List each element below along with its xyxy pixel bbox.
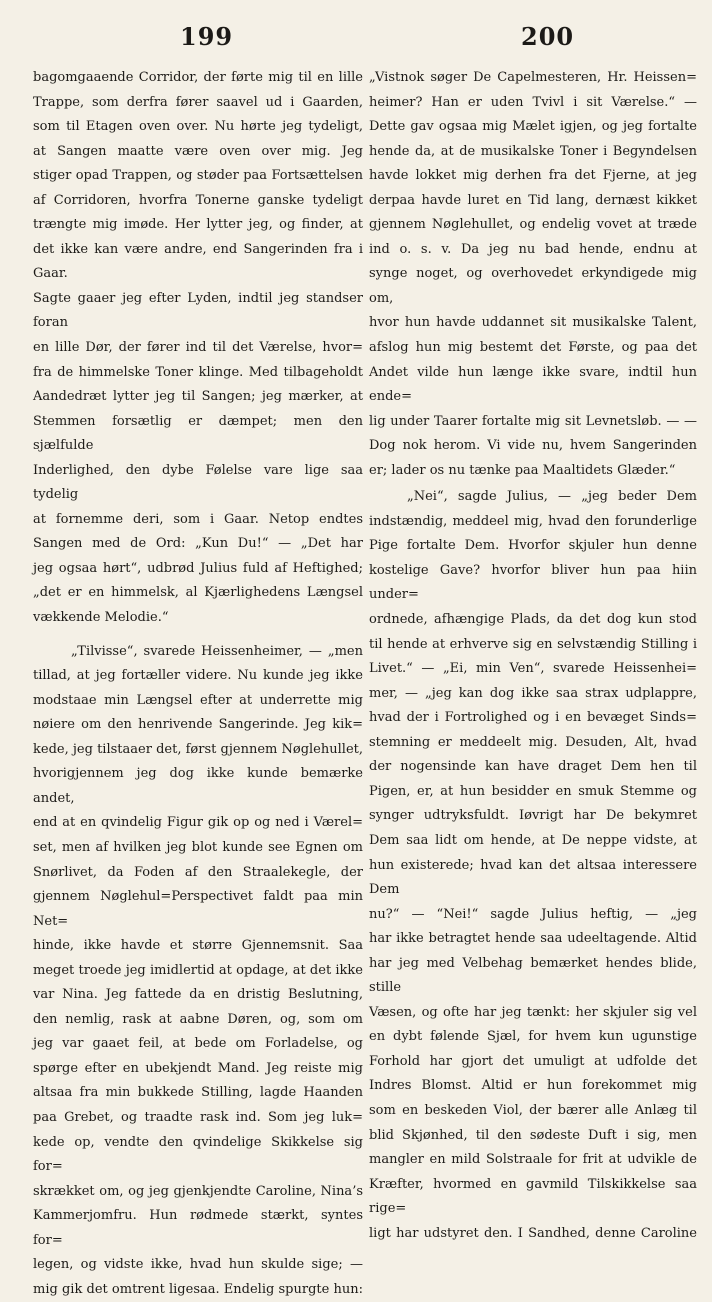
text-line: af Corridoren, hvorfra Tonerne ganske tydeligt (33, 192, 363, 208)
text-line: er; lader os nu tænke paa Maaltidets Glæder.“ (369, 462, 676, 478)
text-line: spørge efter en ubekjendt Mand. Jeg reiste mig (33, 1060, 363, 1076)
text-line: mangler en mild Solstraale for frit at udvikle de (369, 1152, 697, 1168)
text-line: afslog hun mig bestemt det Første, og paa det (369, 340, 697, 356)
text-line: gjennem Nøglehul=Perspectivet faldt paa min Net= (33, 889, 363, 929)
text-line: kede, jeg tilstaaer det, først gjennem Nøglehullet, (33, 741, 363, 757)
text-line: hende da, at de musikalske Toner i Begyndelsen (369, 143, 697, 159)
text-line: synge noget, og overhovedet erkyndigede mig om, (369, 266, 697, 306)
text-line: „Vistnok søger De Capelmesteren, Hr. Heissen= (369, 70, 697, 85)
text-line: nøiere om den henrivende Sangerinde. Jeg kik= (33, 717, 363, 733)
text-line: havde lokket mig derhen fra det Fjerne, at jeg (369, 168, 697, 184)
text-line: kede op, vendte den qvindelige Skikkelse sig for= (33, 1134, 363, 1175)
text-line: Kammerjomfru. Hun rødmede stærkt, syntes for= (33, 1208, 363, 1248)
text-line: det ikke kan være andre, end Sangerinden fra i Gaar. (33, 241, 363, 282)
text-line: Sangen med de Ord: „Kun Du!“ — „Det har (33, 536, 363, 552)
text-line: Aandedræt lytter jeg til Sangen; jeg mærker, at (33, 389, 363, 405)
text-line: Indres Blomst. Altid er hun forekommet mig (369, 1078, 697, 1094)
text-line: vækkende Melodie.“ (33, 610, 169, 626)
text-line: ordnede, afhængige Plads, da det dog kun stod (369, 612, 697, 628)
text-line: modstaae min Længsel efter at underrette mig (33, 692, 363, 708)
text-line: mer, — „jeg kan dog ikke saa strax udplappre, (369, 685, 697, 701)
text-line: Dette gav ogsaa mig Mælet igjen, og jeg fortalte (369, 119, 697, 135)
text-line: Snørlivet, da Foden af den Straalekegle, der (33, 864, 363, 880)
text-line: gjennem Nøglehullet, og endelig vovet at træde (369, 217, 697, 233)
right-paragraph-1 (369, 66, 697, 483)
text-line: jeg ogsaa hørt“, udbrød Julius fuld af Heftighed; (33, 560, 363, 576)
left-page-number: 199 (180, 22, 234, 51)
text-line: har ikke betragtet hende saa udeeltagende. Altid (369, 931, 697, 947)
text-line: trængte mig imøde. Her lytter jeg, og finder, at (33, 217, 363, 233)
right-paragraph-2 (369, 485, 697, 1246)
text-line: Væsen, og ofte har jeg tænkt: her skjuler sig vel (369, 1004, 697, 1020)
text-line: ligt har udstyret den. I Sandhed, denne Caroline (369, 1225, 697, 1241)
left-paragraph-2 (33, 640, 363, 1302)
text-line: indstændig, meddeel mig, hvad den forunderlige (369, 513, 697, 529)
text-line: Pige fortalte Dem. Hvorfor skjuler hun denne (369, 538, 697, 554)
text-line: stemning er meddeelt mig. Desuden, Alt, hvad (369, 734, 697, 750)
text-line: set, men af hvilken jeg blot kunde see Egnen om (33, 839, 363, 855)
text-line: Forhold har gjort det umuligt at udfolde det (369, 1053, 697, 1069)
text-line: Dog nok herom. Vi vide nu, hvem Sangerinden (369, 438, 697, 454)
text-line: synger udtryksfuldt. Iøvrigt har De bekymret (369, 808, 697, 824)
text-line: en dybt følende Sjæl, for hvem kun ugunstige (369, 1029, 697, 1045)
text-line: Kræfter, hvormed en gavmild Tilskikkelse saa rige= (369, 1176, 697, 1217)
text-line: Trappe, som derfra fører saavel ud i Gaarden, (33, 94, 363, 110)
text-line: heimer? Han er uden Tvivl i sit Værelse.“ — (369, 94, 697, 110)
text-line: „det er en himmelsk, al Kjærlighedens Længsel (33, 585, 363, 601)
text-line: „Tilvisse“, svarede Heissenheimer, — „men (71, 643, 363, 659)
text-line: tillad, at jeg fortæller videre. Nu kunde jeg ikke (33, 668, 363, 684)
text-line: hvor hun havde uddannet sit musikalske Talent, (369, 315, 697, 331)
text-line: altsaa fra min bukkede Stilling, lagde Haanden (33, 1085, 363, 1101)
text-line: har jeg med Velbehag bemærket hendes blide, stille (369, 955, 697, 996)
left-paragraph-1 (33, 66, 363, 631)
text-line: Inderlighed, den dybe Følelse vare lige saa tydelig (33, 462, 363, 503)
text-line: lig under Taarer fortalte mig sit Levnetsløb. — — (369, 413, 697, 429)
text-line: at fornemme deri, som i Gaar. Netop endtes (33, 511, 363, 527)
text-line: som til Etagen oven over. Nu hørte jeg tydeligt, (33, 119, 363, 135)
text-line: „Nei“, sagde Julius, — „jeg beder Dem (407, 489, 697, 505)
text-line: Dem saa lidt om hende, at De neppe vidste, at (369, 832, 697, 848)
text-line: stiger opad Trappen, og støder paa Fortsættelsen (33, 168, 363, 184)
text-line: meget troede jeg imidlertid at opdage, at det ikke (33, 962, 363, 978)
text-line: Pigen, er, at hun besidder en smuk Stemme og (369, 783, 697, 799)
text-line: Sagte gaaer jeg efter Lyden, indtil jeg standser foran (33, 290, 363, 331)
text-line: hun existerede; hvad kan det altsaa interessere Dem (369, 857, 697, 898)
text-line: kostelige Gave? hvorfor bliver hun paa hiin under= (369, 562, 697, 603)
text-line: den nemlig, rask at aabne Døren, og, som om (33, 1011, 363, 1027)
text-line: var Nina. Jeg fattede da en dristig Beslutning, (33, 987, 363, 1003)
text-line: mig gik det omtrent ligesaa. Endelig spurgte hun: (33, 1281, 363, 1297)
text-line: som en beskeden Viol, der bærer alle Anlæg til (369, 1102, 697, 1118)
text-line: der nogensinde kan have draget Dem hen til (369, 759, 697, 775)
text-line: bagomgaaende Corridor, der førte mig til en lille (33, 70, 363, 85)
text-line: ind o. s. v. Da jeg nu bad hende, endnu at (369, 241, 697, 257)
text-line: hinde, ikke havde et større Gjennemsnit. Saa (33, 938, 363, 954)
text-line: derpaa havde luret en Tid lang, dernæst kikket (369, 192, 697, 208)
text-line: Stemmen forsætlig er dæmpet; men den sjælfulde (33, 413, 363, 454)
right-page-text (369, 66, 697, 1246)
text-line: Andet vilde hun længe ikke svare, indtil hun ende= (369, 364, 697, 405)
text-line: at Sangen maatte være oven over mig. Jeg (33, 143, 363, 159)
text-line: nu?“ — “Nei!“ sagde Julius heftig, — „jeg (369, 906, 697, 922)
text-line: skrækket om, og jeg gjenkjendte Caroline, Nina’s (33, 1183, 363, 1199)
text-line: jeg var gaaet feil, at bede om Forladelse, og (33, 1036, 363, 1052)
text-line: blid Skjønhed, til den sødeste Duft i sig, men (369, 1127, 697, 1143)
text-line: til hende at erhverve sig en selvstændig Stilling i (369, 636, 697, 652)
text-line: end at en qvindelig Figur gik op og ned i Værel= (33, 815, 363, 831)
text-line: hvad der i Fortrolighed og i en bevæget Sinds= (369, 710, 697, 726)
text-line: paa Grebet, og traadte rask ind. Som jeg luk= (33, 1109, 363, 1125)
text-line: fra de himmelske Toner klinge. Med tilbageholdt (33, 364, 363, 380)
text-line: legen, og vidste ikke, hvad hun skulde sige; — (33, 1257, 363, 1273)
text-line: hvorigjennem jeg dog ikke kunde bemærke andet, (33, 766, 363, 806)
text-line: Livet.“ — „Ei, min Ven“, svarede Heissenhei= (369, 661, 697, 677)
left-page-text (33, 66, 363, 1302)
text-line: en lille Dør, der fører ind til det Værelse, hvor= (33, 340, 363, 356)
right-page-number: 200 (521, 22, 575, 51)
